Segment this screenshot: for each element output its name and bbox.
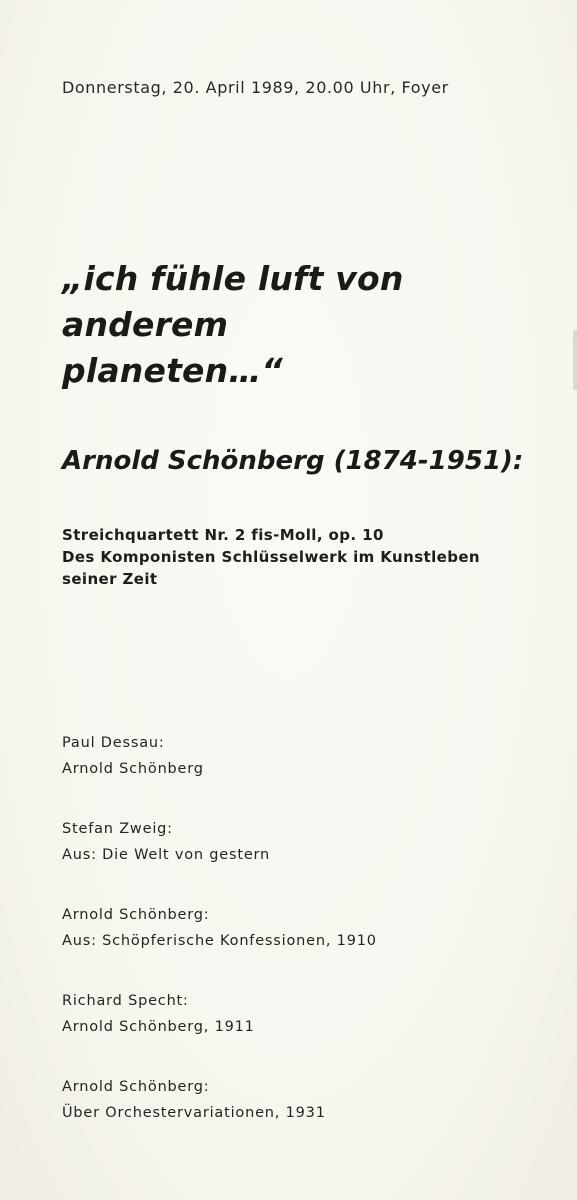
reading-text: Arnold Schönberg xyxy=(62,761,204,777)
event-dateline: Donnerstag, 20. April 1989, 20.00 Uhr, Foyer xyxy=(62,78,449,97)
list-item xyxy=(62,1074,502,1160)
page-edge-mark xyxy=(573,330,577,390)
list-item xyxy=(62,730,502,816)
work-block xyxy=(62,524,502,590)
work-subtitle: Des Komponisten Schlüsselwerk im Kunstleben seiner Zeit xyxy=(62,548,481,588)
composer-heading: Arnold Schönberg (1874-1951): xyxy=(62,446,524,476)
list-item xyxy=(62,902,502,988)
work-piece: Streichquartett Nr. 2 fis-Moll, op. 10 xyxy=(62,526,384,544)
reading-author: Paul Dessau: xyxy=(62,735,165,751)
list-item xyxy=(62,988,502,1074)
reading-author: Arnold Schönberg: xyxy=(62,907,210,923)
reading-author: Arnold Schönberg: xyxy=(62,1079,210,1095)
reading-text: Aus: Die Welt von gestern xyxy=(62,847,271,863)
readings-list xyxy=(62,730,502,1160)
reading-author: Richard Specht: xyxy=(62,993,189,1009)
title-line-1: „ich fühle luft von anderem xyxy=(62,259,404,344)
list-item xyxy=(62,816,502,902)
reading-author: Stefan Zweig: xyxy=(62,821,173,837)
title-line-2: planeten…“ xyxy=(62,351,283,390)
reading-text: Arnold Schönberg, 1911 xyxy=(62,1019,255,1035)
program-title xyxy=(62,256,532,394)
reading-text: Über Orchestervariationen, 1931 xyxy=(62,1105,326,1121)
reading-text: Aus: Schöpferische Konfessionen, 1910 xyxy=(62,933,377,949)
